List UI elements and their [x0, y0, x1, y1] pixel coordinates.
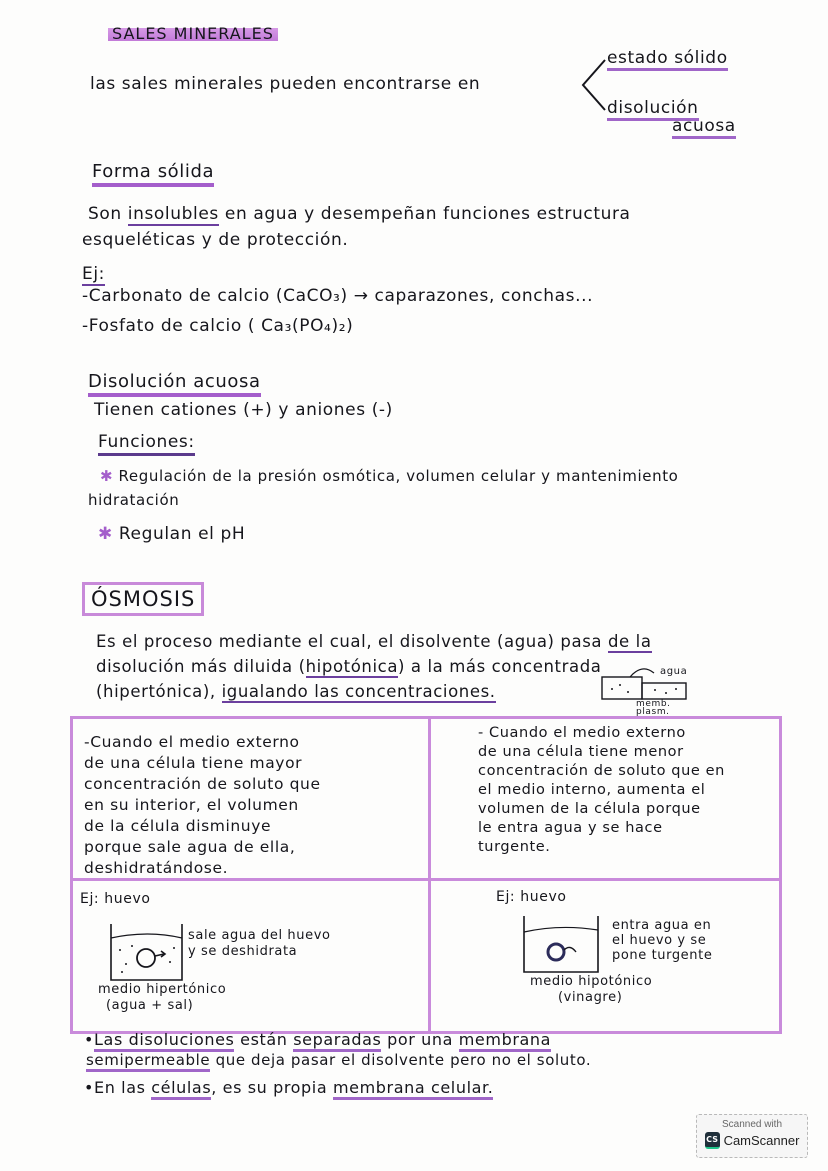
right-example-note [612, 918, 712, 963]
dot-bullet-icon: • [84, 1030, 95, 1049]
beaker-hypertonic-icon [108, 922, 188, 984]
bullet-1-text: Regulación de la presión osmótica, volumen celular y mantenimiento [118, 467, 679, 485]
osmosis-line3 [96, 680, 496, 704]
text-line: turgente. [478, 839, 551, 855]
text-line: y se deshidrata [188, 944, 298, 959]
text-span: , es su propia [211, 1078, 333, 1097]
text-line: concentración de soluto que en [478, 763, 725, 779]
text-span: separadas [293, 1030, 381, 1052]
text-span: en agua y desempeñan funciones estructura [218, 204, 631, 224]
text-line: (vinagre) [558, 990, 623, 1005]
text-line: (agua + sal) [106, 998, 194, 1013]
text-line: porque sale agua de ella, [84, 838, 296, 856]
text-line: medio hipotónico [530, 974, 653, 989]
text-line: el medio interno, aumenta el [478, 782, 706, 798]
funciones-label [98, 430, 195, 454]
text-span: membrana celular. [333, 1078, 493, 1100]
text-span: que deja pasar el disolvente pero no el soluto. [210, 1051, 592, 1069]
text-line: en su interior, el volumen [84, 796, 299, 814]
text-line: de una célula tiene menor [478, 744, 684, 760]
right-cell-text [478, 724, 725, 857]
text-span: disolución más diluida ( [96, 657, 306, 676]
footer-note-3 [84, 1076, 493, 1100]
text-span: células [151, 1078, 211, 1100]
bullet-1 [100, 464, 678, 488]
text-line: el huevo y se [612, 933, 707, 948]
title-text: SALES MINERALES [108, 24, 278, 43]
intro-text: las sales minerales pueden encontrarse en [90, 74, 481, 94]
heading-osmosis: ÓSMOSIS [82, 582, 204, 616]
text-line: concentración de soluto que [84, 775, 321, 793]
text-span: insolubles [127, 204, 219, 224]
text-span: hipotónica [305, 657, 399, 676]
branch-aqueous-text-1: disolución [607, 98, 699, 121]
text-span: están [234, 1030, 294, 1049]
branch-aqueous-text-2: acuosa [672, 116, 736, 139]
left-example-label: Ej: huevo [80, 891, 151, 907]
text-line: pone turgente [612, 948, 713, 963]
brace-icon [575, 55, 610, 115]
osmosis-line2 [96, 655, 602, 679]
ej-label [82, 262, 105, 286]
forma-solida-line1 [88, 202, 631, 226]
text-line: entra agua en [612, 918, 712, 933]
text-line: de una célula tiene mayor [84, 754, 303, 772]
branch-aqueous-2 [672, 114, 736, 138]
text-line: - Cuando el medio externo [478, 725, 686, 741]
right-example-label: Ej: huevo [496, 889, 567, 905]
forma-solida-item-1: -Carbonato de calcio (CaCO₃) → caparazones, conchas... [82, 286, 594, 306]
text-span: de la [607, 632, 652, 651]
asterisk-bullet-icon: ✱ [100, 467, 114, 485]
heading-forma-solida [92, 160, 214, 184]
text-line: -Cuando el medio externo [84, 733, 300, 751]
text-line: de la célula disminuye [84, 817, 272, 835]
branch-solid [607, 46, 728, 70]
text-line: volumen de la célula porque [478, 801, 701, 817]
text-span: por una [381, 1030, 459, 1049]
ej-label-text: Ej: [82, 264, 105, 284]
heading-forma-solida-text: Forma sólida [92, 161, 214, 187]
disolucion-line1: Tienen cationes (+) y aniones (-) [94, 400, 393, 420]
text-line: le entra agua y se hace [478, 820, 663, 836]
text-span: Es el proceso mediante el cual, el disolvente (agua) pasa [96, 632, 608, 651]
text-span: membrana [459, 1030, 551, 1052]
left-example-medium [98, 982, 226, 1014]
asterisk-bullet-icon: ✱ [98, 524, 113, 544]
forma-solida-item-2: -Fosfato de calcio ( Ca₃(PO₄)₂) [82, 316, 354, 336]
forma-solida-line2: esqueléticas y de protección. [82, 230, 349, 250]
text-span: semipermeable [86, 1051, 210, 1072]
table-divider-vertical [428, 716, 431, 1031]
text-span: igualando las concentraciones. [221, 682, 496, 701]
footer-note-2 [86, 1048, 591, 1072]
camscanner-watermark [696, 1114, 808, 1158]
branch-solid-text: estado sólido [607, 48, 728, 71]
text-span: ) a la más concentrada [398, 657, 602, 676]
text-span: Son [88, 204, 128, 224]
heading-disolucion-text: Disolución acuosa [88, 371, 261, 397]
left-cell-text [84, 732, 321, 879]
heading-disolucion [88, 370, 261, 394]
right-example-medium [530, 974, 652, 1006]
osmosis-line1 [96, 630, 652, 654]
left-example-note [188, 928, 331, 960]
watermark-brand-text: CamScanner [723, 1133, 800, 1148]
watermark-top-text: Scanned with [721, 1119, 783, 1130]
text-span: Las disoluciones [94, 1030, 234, 1052]
bullet-2-text: Regulan el pH [118, 524, 246, 544]
diagram-label-memb-2: plasm. [636, 707, 670, 717]
watermark-brand-row [697, 1132, 807, 1149]
text-line: deshidratándose. [84, 859, 229, 877]
dot-bullet-icon: • [84, 1078, 95, 1097]
text-line: medio hipertónico [98, 982, 227, 997]
text-span: (hipertónica), [96, 682, 222, 701]
diagram-label-agua: agua [660, 666, 688, 677]
funciones-label-text: Funciones: [98, 432, 195, 456]
bullet-1-cont: hidratación [88, 491, 180, 509]
text-line: sale agua del huevo [188, 928, 331, 943]
diagram-label-memb-1: memb. [636, 699, 671, 709]
camscanner-logo-icon: CS [705, 1132, 720, 1149]
text-span: En las [94, 1078, 152, 1097]
beaker-hypotonic-icon [520, 914, 604, 976]
bullet-2 [98, 522, 245, 546]
page-title [108, 22, 278, 46]
